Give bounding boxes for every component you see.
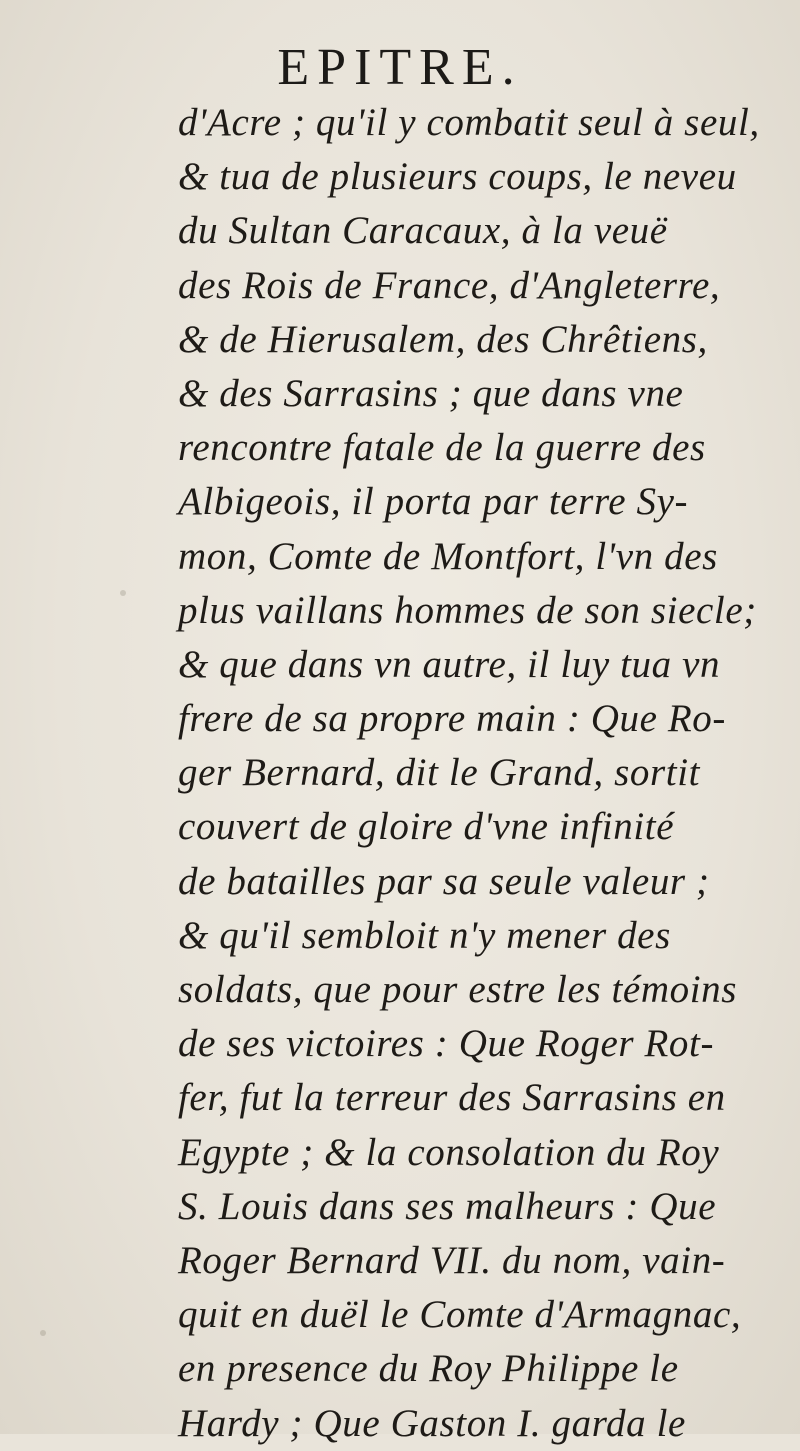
text-line: couvert de gloire d'vne infinité <box>178 805 675 849</box>
text-line: de batailles par sa seule valeur ; <box>178 859 710 903</box>
text-line: Hardy ; Que Gaston I. garda le <box>178 1401 686 1445</box>
text-line: des Rois de France, d'Angleterre, <box>178 263 721 307</box>
body-text <box>178 96 778 1451</box>
text-line: & des Sarrasins ; que dans vne <box>178 371 684 415</box>
text-line: & que dans vn autre, il luy tua vn <box>178 642 721 686</box>
text-line: soldats, que pour estre les témoins <box>178 968 738 1011</box>
text-line: plus vaillans hommes de son siecle; <box>178 588 757 632</box>
text-line: d'Acre ; qu'il y combatit seul à seul, <box>178 101 760 144</box>
text-line: ger Bernard, dit le Grand, sortit <box>178 751 701 795</box>
text-line: Roger Bernard VII. du nom, vain- <box>178 1238 726 1282</box>
text-line: du Sultan Caracaux, à la veuë <box>178 209 668 253</box>
text-line: rencontre fatale de la guerre des <box>178 426 706 470</box>
text-line: en presence du Roy Philippe le <box>178 1347 679 1391</box>
text-line: & tua de plusieurs coups, le neveu <box>178 155 737 199</box>
text-line: Albigeois, il porta par terre Sy- <box>178 480 689 524</box>
text-line: quit en duël le Comte d'Armagnac, <box>178 1293 742 1337</box>
paper-speck <box>40 1330 46 1336</box>
text-line: & qu'il sembloit n'y mener des <box>178 913 671 957</box>
text-line: Egypte ; & la consolation du Roy <box>178 1130 720 1174</box>
text-line: frere de sa propre main : Que Ro- <box>178 697 726 741</box>
paper-speck <box>120 590 126 596</box>
text-line: & de Hierusalem, des Chrêtiens, <box>178 317 708 361</box>
page-header: EPITRE. <box>277 39 523 96</box>
text-line: S. Louis dans ses malheurs : Que <box>178 1184 717 1228</box>
text-line: de ses victoires : Que Roger Rot- <box>178 1022 715 1066</box>
text-line: fer, fut la terreur des Sarrasins en <box>178 1076 726 1120</box>
text-line: mon, Comte de Montfort, l'vn des <box>178 534 718 578</box>
